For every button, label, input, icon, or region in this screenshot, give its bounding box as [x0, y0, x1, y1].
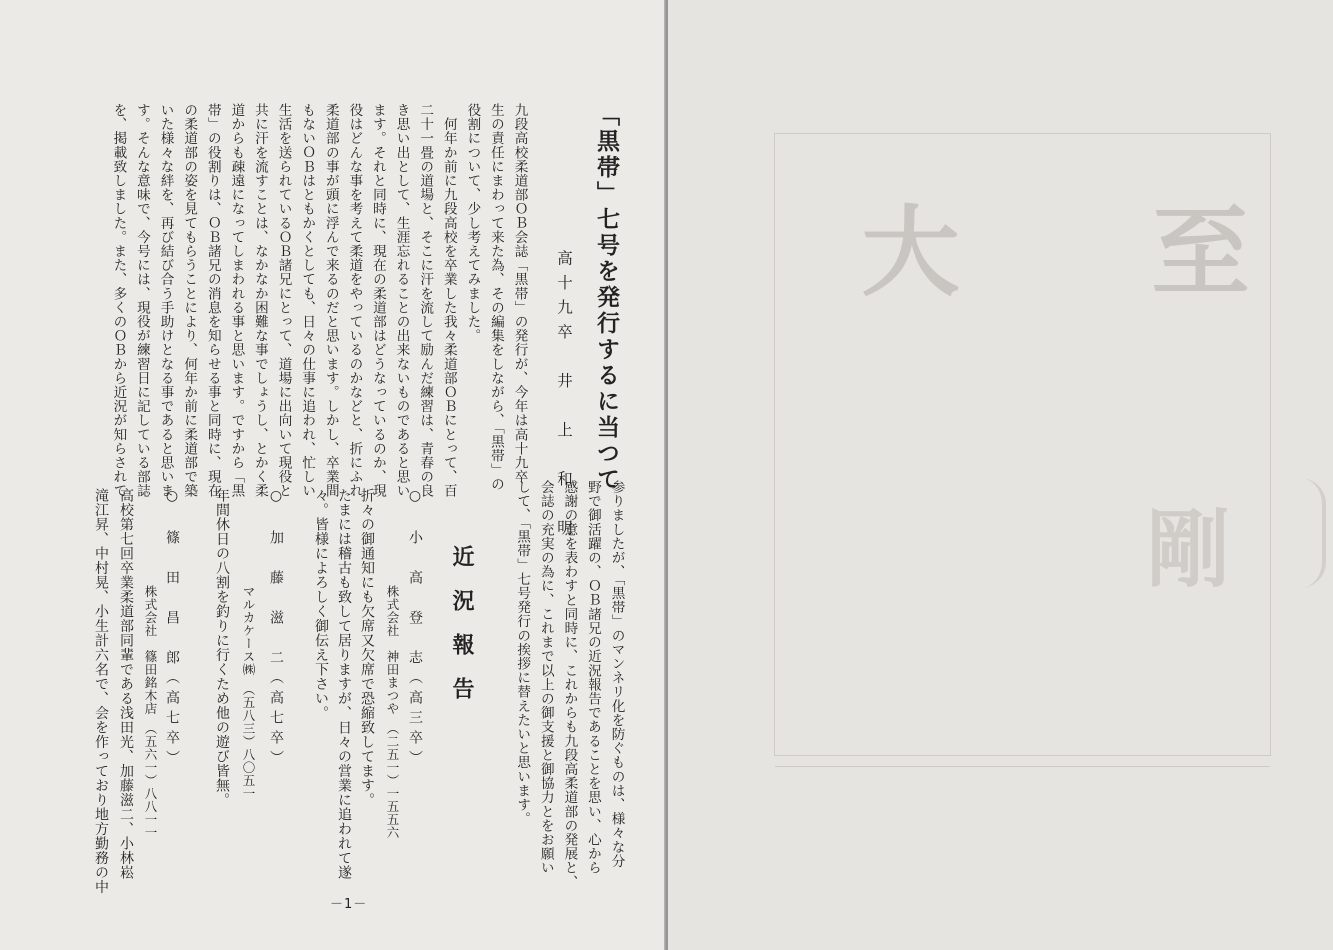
continuation-line: 会誌の充実の為に、これまで以上の御支援と御協力とをお願い [537, 480, 554, 875]
intro-line: いた様々な絆を、再び結び合う手助けとなる事であると思いま [157, 103, 174, 498]
ghost-char-3: 大 [845, 200, 960, 356]
intro-line: 役割について、少し考えてみました。 [464, 103, 481, 343]
intro-line: 役はどんな事を考えて柔道をやっているのかなどと、折にふれ [346, 103, 363, 498]
intro-line: 共に汗を流すことは、なかなか困難な事でしょうし、とかく柔 [251, 103, 268, 498]
page-number: －1－ [330, 897, 368, 912]
ghost-char-1: 至 [1135, 200, 1250, 356]
entry-text-line: 折々の御通知にも欠席又欠席で恐縮致してます。 [359, 488, 375, 807]
entry-text-line: 々。皆様によろしく御伝え下さい。 [313, 488, 329, 720]
continuation-line: 参りましたが、「黒帯」のマンネリ化を防ぐものは、様々な分 [608, 480, 625, 868]
continuation-line: 感謝の意を表わすと同時に、これからも九段高柔道部の発展と、 [561, 480, 578, 889]
entry-name: ○ 加 藤 滋 二（高七卒） [268, 488, 284, 770]
continuation-line: 野で御活躍の、ＯＢ諸兄の近況報告であることを思い、心から [584, 480, 601, 875]
intro-line: の柔道部の姿を見てもらうことにより、何年か前に柔道部で築 [181, 103, 198, 498]
intro-line: 帯」の役割りは、ＯＢ諸兄の消息を知らせる事と同時に、現在 [204, 103, 221, 498]
entry-company: 株式会社 神田まつや （二五一）一五五六 [385, 585, 400, 839]
continuation-line: して、「黒帯」七号発行の挨拶に替えたいと思います。 [514, 480, 531, 826]
intro-line: 九段高校柔道部ＯＢ会誌「黒帯」の発行が、今年は高十九卒 [511, 103, 528, 484]
intro-line: す。そんな意味で、今号には、現役が練習日に記している部誌 [133, 103, 150, 498]
entry-company: 株式会社 篠田銘木店 （五六一）八八一一 [143, 585, 158, 839]
entry-text-line: 年間休日の八割を釣りに行くため他の遊び皆無。 [214, 488, 230, 807]
intro-line: 生の責任にまわって来た為、その編集をしながら、「黒帯」の [487, 103, 504, 491]
bleed-through-mark [1300, 478, 1326, 588]
article-title: 「黒帯」七号を発行するに当つて [593, 103, 620, 493]
intro-line: を、掲載致しました。また、多くのＯＢから近況が知らされて [110, 103, 127, 498]
intro-line: 柔道部の事が頭に浮んで来るのだと思います。しかし、卒業間 [322, 103, 339, 498]
entry-text-line: 高校第七回卒業柔道部同輩である浅田光、加藤滋二、小林崧 [118, 488, 134, 880]
intro-line: き思い出として、生涯忘れることの出来ないものであると思い [393, 103, 410, 498]
intro-line: 何年か前に九段高校を卒業した我々柔道部ＯＢにとって、百 [440, 103, 457, 498]
entry-name: ○ 小 高 登 志（高三卒） [407, 488, 423, 770]
intro-line: 道からも疎遠になってしまわれる事と思います。ですから「黒 [228, 103, 245, 498]
intro-line: 二十一畳の道場と、そこに汗を流して励んだ練習は、青春の良 [417, 103, 434, 498]
intro-line: ます。それと同時に、現在の柔道部はどうなっているのか、現 [369, 103, 386, 498]
entry-name: ○ 篠 田 昌 郎（高七卒） [164, 488, 180, 770]
left-page [0, 0, 666, 950]
entry-company: マルカケース㈱ （五八三）八〇五一 [241, 585, 256, 800]
article-author: 高十九卒 井 上 和 明 [555, 250, 573, 544]
intro-line: もないＯＢはともかくとしても、日々の仕事に追われ、忙しい [299, 103, 316, 498]
entry-text-line: 滝江昇、中村晃、小生計六名で、会を作っており地方勤務の中 [93, 488, 109, 894]
section-title: 近況報告 [449, 545, 475, 721]
entry-text-line: たまには稽古も致して居りますが、日々の営業に追われて遂 [336, 488, 352, 880]
intro-line: 生活を送られているＯＢ諸兄にとって、道場に出向いて現役と [275, 103, 292, 498]
ghost-char-2: 剛 [1133, 505, 1232, 647]
